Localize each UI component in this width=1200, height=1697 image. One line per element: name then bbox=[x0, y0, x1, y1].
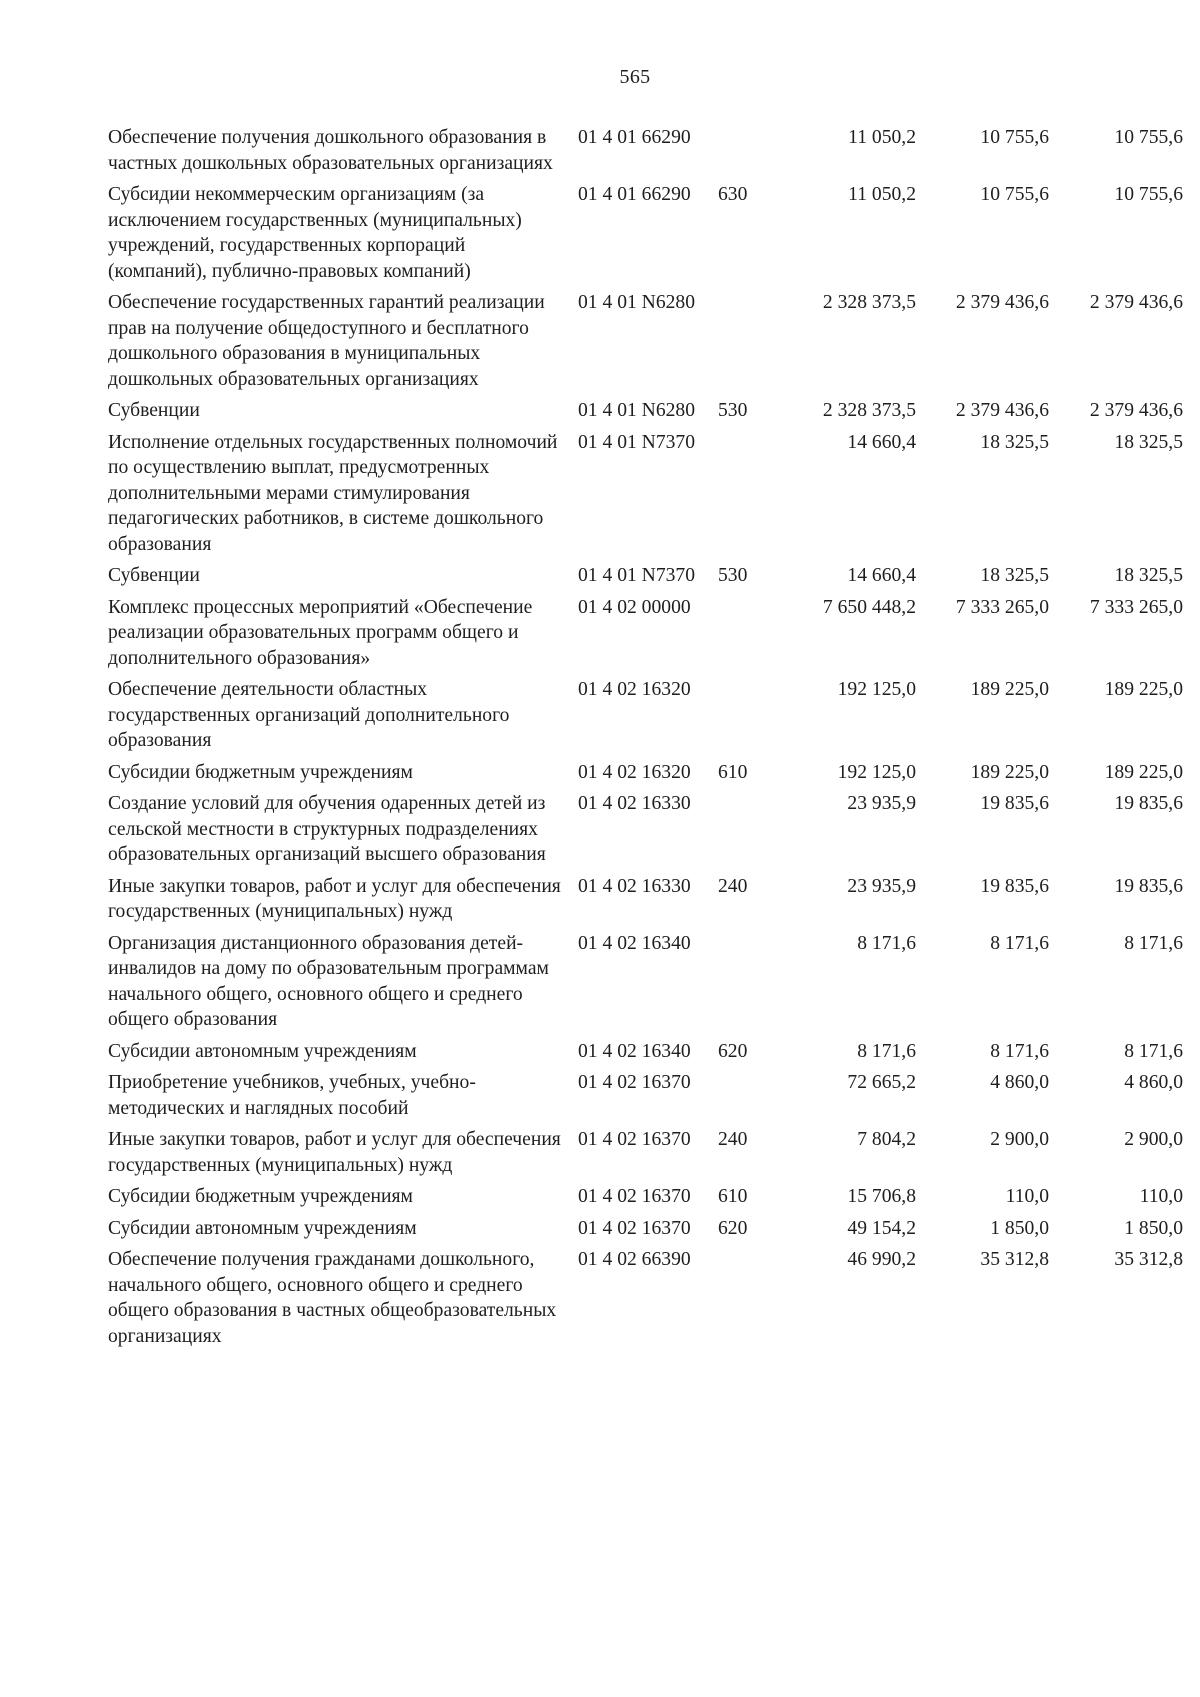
amount-year-2-cell: 189 225,0 bbox=[970, 761, 1049, 783]
row-name-cell: Субсидии некоммерческим организациям (за исключением государственных (муниципальных) учреждений, государственных корпораций (компаний), публично-правовых компаний) bbox=[108, 184, 522, 282]
table-row bbox=[108, 563, 1183, 595]
target-article-code-cell: 01 4 01 66290 bbox=[578, 127, 691, 148]
amount-year-2-cell: 2 900,0 bbox=[990, 1129, 1049, 1150]
row-name-cell: Комплекс процессных мероприятий «Обеспечение реализации образовательных программ общего и дополнительного образования» bbox=[108, 596, 533, 669]
amount-year-1-cell: 7 804,2 bbox=[857, 1129, 916, 1150]
target-article-code-cell: 01 4 01 N7370 bbox=[578, 431, 696, 453]
amount-year-3-cell: 189 225,0 bbox=[1104, 679, 1183, 700]
expense-type-code-cell: 240 bbox=[718, 1129, 748, 1150]
target-article-code-cell: 01 4 02 16370 bbox=[578, 1217, 691, 1239]
row-name-cell: Субвенции bbox=[108, 400, 200, 421]
table-row bbox=[108, 931, 1183, 1039]
amount-year-1-cell: 72 665,2 bbox=[847, 1072, 916, 1093]
amount-year-2-cell: 2 379 436,6 bbox=[955, 400, 1049, 421]
table-row bbox=[108, 182, 1183, 290]
table-row bbox=[108, 398, 1183, 430]
table-row bbox=[108, 1247, 1183, 1355]
amount-year-2-cell: 4 860,0 bbox=[990, 1072, 1049, 1093]
amount-year-1-cell: 2 328 373,5 bbox=[822, 400, 916, 421]
table-row bbox=[108, 125, 1183, 182]
row-name-cell: Обеспечение получения гражданами дошкольного, начального общего, основного общего и среднего общего образования в частных общеобразовательных организациях bbox=[108, 1249, 557, 1347]
row-name-cell: Субсидии автономным учреждениям bbox=[108, 1040, 417, 1062]
amount-year-3-cell: 10 755,6 bbox=[1114, 127, 1183, 148]
expense-type-code-cell: 240 bbox=[718, 875, 748, 897]
amount-year-2-cell: 7 333 265,0 bbox=[955, 596, 1049, 618]
amount-year-3-cell: 110,0 bbox=[1139, 1186, 1183, 1207]
amount-year-1-cell: 7 650 448,2 bbox=[822, 596, 916, 618]
expense-type-code-cell bbox=[710, 125, 758, 182]
expense-type-code-cell: 610 bbox=[718, 1186, 748, 1207]
expense-type-code-cell: 620 bbox=[718, 1040, 748, 1062]
amount-year-3-cell: 2 900,0 bbox=[1124, 1129, 1183, 1150]
amount-year-2-cell: 19 835,6 bbox=[980, 793, 1049, 814]
row-name-cell: Обеспечение деятельности областных государственных организаций дополнительного образования bbox=[108, 679, 510, 751]
amount-year-2-cell: 110,0 bbox=[1005, 1186, 1049, 1207]
amount-year-3-cell: 19 835,6 bbox=[1114, 793, 1183, 814]
amount-year-1-cell: 8 171,6 bbox=[857, 932, 916, 954]
target-article-code-cell: 01 4 02 16340 bbox=[578, 932, 691, 954]
target-article-code-cell: 01 4 02 16320 bbox=[578, 761, 691, 783]
row-name-cell: Приобретение учебников, учебных, учебно-методических и наглядных пособий bbox=[108, 1072, 476, 1119]
amount-year-3-cell: 18 325,5 bbox=[1114, 431, 1183, 453]
amount-year-2-cell: 8 171,6 bbox=[990, 932, 1049, 954]
target-article-code-cell: 01 4 02 66390 bbox=[578, 1249, 691, 1270]
table-row bbox=[108, 677, 1183, 760]
amount-year-3-cell: 189 225,0 bbox=[1104, 761, 1183, 783]
row-name-cell: Обеспечение государственных гарантий реализации прав на получение общедоступного и бесплатного дошкольного образования в муниципальных дошкольных образовательных организациях bbox=[108, 292, 545, 390]
table-row bbox=[108, 1039, 1183, 1071]
amount-year-1-cell: 23 935,9 bbox=[847, 875, 916, 897]
budget-table bbox=[108, 125, 1183, 1355]
amount-year-3-cell: 2 379 436,6 bbox=[1089, 400, 1183, 421]
page-number: 565 bbox=[619, 66, 651, 88]
target-article-code-cell: 01 4 01 N6280 bbox=[578, 292, 696, 313]
row-name-cell: Субсидии автономным учреждениям bbox=[108, 1217, 417, 1239]
amount-year-2-cell: 10 755,6 bbox=[980, 127, 1049, 148]
table-row bbox=[108, 760, 1183, 792]
expense-type-code-cell bbox=[710, 931, 758, 1039]
target-article-code-cell: 01 4 02 16370 bbox=[578, 1072, 691, 1093]
amount-year-3-cell: 8 171,6 bbox=[1124, 1040, 1183, 1062]
expense-type-code-cell bbox=[710, 290, 758, 398]
expense-type-code-cell: 530 bbox=[718, 565, 748, 586]
amount-year-2-cell: 18 325,5 bbox=[980, 431, 1049, 453]
expense-type-code-cell: 630 bbox=[718, 184, 748, 205]
amount-year-2-cell: 19 835,6 bbox=[980, 875, 1049, 897]
amount-year-2-cell: 1 850,0 bbox=[990, 1217, 1049, 1239]
amount-year-3-cell: 1 850,0 bbox=[1124, 1217, 1183, 1239]
target-article-code-cell: 01 4 02 16340 bbox=[578, 1040, 691, 1062]
expense-type-code-cell bbox=[710, 430, 758, 564]
amount-year-3-cell: 18 325,5 bbox=[1114, 565, 1183, 586]
row-name-cell: Субвенции bbox=[108, 565, 200, 586]
table-row bbox=[108, 791, 1183, 874]
expense-type-code-cell: 610 bbox=[718, 761, 748, 783]
expense-type-code-cell bbox=[710, 595, 758, 678]
row-name-cell: Создание условий для обучения одаренных детей из сельской местности в структурных подразделениях образовательных организаций высшего образования bbox=[108, 793, 546, 865]
table-row bbox=[108, 290, 1183, 398]
amount-year-2-cell: 10 755,6 bbox=[980, 184, 1049, 205]
table-row bbox=[108, 1127, 1183, 1184]
row-name-cell: Обеспечение получения дошкольного образования в частных дошкольных образовательных организациях bbox=[108, 127, 553, 174]
expense-type-code-cell bbox=[710, 677, 758, 760]
amount-year-3-cell: 7 333 265,0 bbox=[1089, 596, 1183, 618]
table-row bbox=[108, 874, 1183, 931]
expense-type-code-cell bbox=[710, 791, 758, 874]
target-article-code-cell: 01 4 02 16330 bbox=[578, 875, 691, 897]
amount-year-2-cell: 35 312,8 bbox=[980, 1249, 1049, 1270]
row-name-cell: Организация дистанционного образования детей-инвалидов на дому по образовательным программам начального общего, основного общего и среднего общего образования bbox=[108, 932, 549, 1030]
target-article-code-cell: 01 4 01 66290 bbox=[578, 184, 691, 205]
amount-year-2-cell: 8 171,6 bbox=[990, 1040, 1049, 1062]
expense-type-code-cell bbox=[710, 1070, 758, 1127]
amount-year-1-cell: 46 990,2 bbox=[847, 1249, 916, 1270]
target-article-code-cell: 01 4 02 16370 bbox=[578, 1186, 691, 1207]
amount-year-1-cell: 8 171,6 bbox=[857, 1040, 916, 1062]
target-article-code-cell: 01 4 01 N6280 bbox=[578, 400, 696, 421]
row-name-cell: Субсидии бюджетным учреждениям bbox=[108, 761, 413, 783]
row-name-cell: Иные закупки товаров, работ и услуг для обеспечения государственных (муниципальных) нужд bbox=[108, 1129, 561, 1176]
expense-type-code-cell: 620 bbox=[718, 1217, 748, 1239]
row-name-cell: Исполнение отдельных государственных полномочий по осуществлению выплат, предусмотренных дополнительными мерами стимулирования педагогических работников, в системе дошкольного образования bbox=[108, 431, 558, 555]
table-row bbox=[108, 595, 1183, 678]
table-row bbox=[108, 1070, 1183, 1127]
expense-type-code-cell: 530 bbox=[718, 400, 748, 421]
amount-year-1-cell: 11 050,2 bbox=[848, 184, 916, 205]
amount-year-3-cell: 4 860,0 bbox=[1124, 1072, 1183, 1093]
target-article-code-cell: 01 4 02 16370 bbox=[578, 1129, 691, 1150]
amount-year-1-cell: 11 050,2 bbox=[848, 127, 916, 148]
table-row bbox=[108, 430, 1183, 564]
amount-year-1-cell: 2 328 373,5 bbox=[822, 292, 916, 313]
target-article-code-cell: 01 4 02 00000 bbox=[578, 596, 691, 618]
amount-year-3-cell: 35 312,8 bbox=[1114, 1249, 1183, 1270]
amount-year-3-cell: 2 379 436,6 bbox=[1089, 292, 1183, 313]
amount-year-2-cell: 2 379 436,6 bbox=[955, 292, 1049, 313]
amount-year-3-cell: 10 755,6 bbox=[1114, 184, 1183, 205]
budget-table-body bbox=[108, 125, 1183, 1355]
target-article-code-cell: 01 4 02 16320 bbox=[578, 679, 691, 700]
amount-year-1-cell: 14 660,4 bbox=[847, 431, 916, 453]
row-name-cell: Иные закупки товаров, работ и услуг для обеспечения государственных (муниципальных) нужд bbox=[108, 875, 561, 922]
table-row bbox=[108, 1184, 1183, 1216]
amount-year-1-cell: 14 660,4 bbox=[847, 565, 916, 586]
amount-year-3-cell: 19 835,6 bbox=[1114, 875, 1183, 897]
row-name-cell: Субсидии бюджетным учреждениям bbox=[108, 1186, 413, 1207]
amount-year-1-cell: 15 706,8 bbox=[847, 1186, 916, 1207]
target-article-code-cell: 01 4 01 N7370 bbox=[578, 565, 696, 586]
amount-year-1-cell: 192 125,0 bbox=[837, 679, 916, 700]
expense-type-code-cell bbox=[710, 1247, 758, 1355]
table-row bbox=[108, 1216, 1183, 1248]
amount-year-3-cell: 8 171,6 bbox=[1124, 932, 1183, 954]
amount-year-1-cell: 23 935,9 bbox=[847, 793, 916, 814]
target-article-code-cell: 01 4 02 16330 bbox=[578, 793, 691, 814]
amount-year-2-cell: 189 225,0 bbox=[970, 679, 1049, 700]
amount-year-1-cell: 49 154,2 bbox=[847, 1217, 916, 1239]
amount-year-2-cell: 18 325,5 bbox=[980, 565, 1049, 586]
amount-year-1-cell: 192 125,0 bbox=[837, 761, 916, 783]
